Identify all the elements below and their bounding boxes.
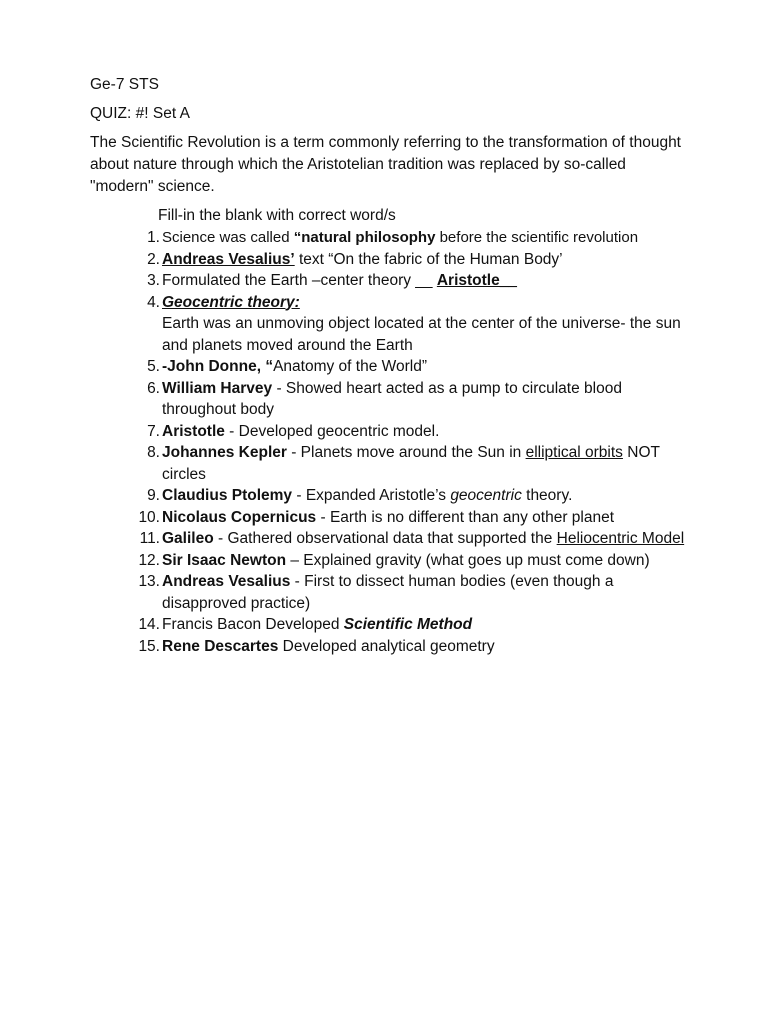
item-text-part: Francis Bacon Developed [162, 616, 344, 633]
item-answer: Geocentric theory: [162, 293, 300, 311]
list-item [130, 614, 690, 636]
item-answer: -John Donne, “ [162, 358, 274, 375]
item-text [162, 421, 690, 443]
item-text [162, 292, 690, 314]
item-answer: Claudius Ptolemy [162, 487, 293, 504]
list-item [130, 485, 690, 507]
list-item [130, 571, 690, 614]
item-text [162, 636, 690, 658]
instruction-text: Fill-in the blank with correct word/s [158, 207, 396, 224]
item-answer: “natural philosophy [293, 229, 436, 246]
item-text [162, 378, 690, 421]
item-text-part: Heliocentric Model [556, 530, 685, 547]
item-text [162, 485, 690, 507]
list-item [130, 292, 690, 357]
item-answer: Scientific Method [343, 616, 473, 633]
item-text-part: before the scientific revolution [435, 229, 639, 246]
item-number: 7. [147, 422, 160, 440]
item-answer: Aristotle [162, 422, 225, 440]
quiz-title: QUIZ: #! Set A [90, 105, 190, 122]
item-text-part: - Expanded Aristotle’s [292, 487, 451, 504]
item-text [162, 270, 690, 292]
list-item [130, 378, 690, 421]
item-text-part: – Explained gravity (what goes up must come down) [286, 551, 650, 569]
item-number: 9. [147, 487, 160, 504]
item-answer: Sir Isaac Newton [162, 551, 287, 569]
item-number: 14. [138, 616, 160, 633]
item-answer: Andreas Vesalius [162, 573, 291, 590]
item-text-part: - Developed geocentric model. [224, 422, 440, 440]
item-text-part: - Planets move around the Sun in [286, 444, 526, 461]
item-number: 8. [147, 444, 160, 461]
item-description: Earth was an unmoving object located at the center of the universe- the sun and planets moved around the Earth [162, 315, 681, 354]
item-answer: Rene Descartes [162, 637, 279, 655]
item-text [162, 528, 690, 550]
list-item [130, 249, 690, 271]
item-text [162, 442, 690, 485]
item-text [162, 614, 690, 636]
list-item [130, 507, 690, 529]
item-text-part: Science was called [162, 229, 294, 246]
item-text-part: Formulated the Earth –center theory __ [162, 272, 437, 289]
item-text [162, 249, 690, 271]
list-item [130, 421, 690, 443]
item-number: 4. [147, 293, 160, 311]
list-item [130, 442, 690, 485]
item-text [162, 356, 690, 378]
item-number: 3. [147, 272, 160, 289]
item-text-part: - Earth is no different than any other planet [316, 508, 615, 526]
item-text-part: geocentric [450, 487, 522, 504]
item-text-part: NOT circles [162, 444, 660, 483]
item-number: 12. [138, 551, 160, 569]
item-number: 15. [138, 637, 160, 655]
item-text-part: - Gathered observational data that supported the [213, 530, 557, 547]
list-item [130, 270, 690, 292]
item-answer: William Harvey [162, 379, 273, 397]
item-text-part: - Showed heart acted as a pump to circulate blood throughout body [162, 379, 622, 418]
quiz-items-list [130, 227, 690, 657]
item-text-part: elliptical orbits [525, 444, 623, 461]
item-text [162, 571, 690, 614]
item-answer: Andreas Vesalius’ [162, 250, 295, 268]
item-text-part: Anatomy of the World” [273, 358, 427, 375]
item-text-part: - First to dissect human bodies (even though a disapproved practice) [162, 573, 614, 612]
item-number: 1. [147, 229, 160, 246]
item-number: 11. [139, 530, 160, 547]
item-text-part: theory. [521, 487, 573, 504]
item-text [162, 227, 690, 249]
item-number: 6. [147, 379, 160, 397]
list-item [130, 227, 690, 249]
item-text-part: Developed analytical geometry [278, 637, 495, 655]
list-item [130, 550, 690, 572]
list-item [130, 356, 690, 378]
item-number: 10. [138, 508, 160, 526]
item-answer: Galileo [162, 530, 214, 547]
course-header: Ge-7 STS [90, 76, 159, 93]
item-number: 13. [138, 573, 160, 590]
list-item [130, 636, 690, 658]
item-text [162, 507, 690, 529]
item-text-part: text “On the fabric of the Human Body’ [294, 250, 563, 268]
item-answer: Johannes Kepler [162, 444, 287, 461]
item-answer: Nicolaus Copernicus [162, 508, 317, 526]
item-answer: Aristotle__ [436, 272, 517, 289]
list-item [130, 528, 690, 550]
item-number: 5. [147, 358, 160, 375]
item-text [162, 550, 690, 572]
item-number: 2. [147, 250, 160, 268]
intro-paragraph: The Scientific Revolution is a term commonly referring to the transformation of thought about nature through which the Aristotelian tradition was replaced by so-called "modern" science. [90, 134, 681, 195]
